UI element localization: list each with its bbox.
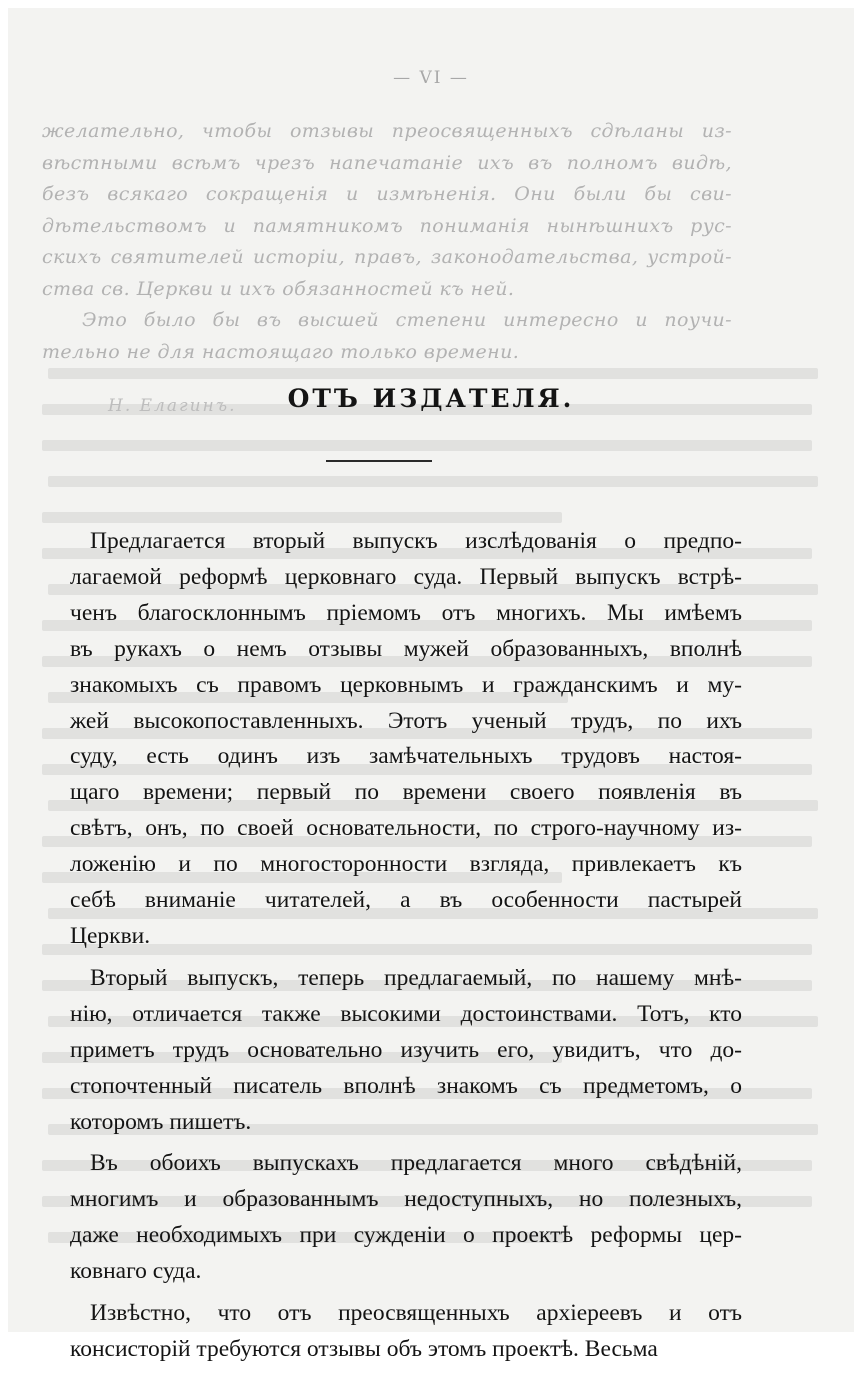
page-number: — VI — [393,68,469,88]
text-line: жей высокопоставленныхъ. Этотъ ученый трудъ, по ихъ [70,707,742,734]
text-line: ковнаго суда. [70,1258,202,1285]
text-line: Вторый выпускъ, теперь предлагаемый, по нашему мнѣ- [90,964,742,991]
book-page [8,8,854,1362]
text-line: Извѣстно, что отъ преосвященныхъ архіереевъ и отъ [90,1300,742,1327]
reverse-line: безъ всякаго сокращенія и измѣненія. Они были бы сви- [42,183,732,205]
body-text [70,524,742,1374]
text-line: суду, есть одинъ изъ замѣчательныхъ трудовъ настоя- [70,743,742,770]
text-line: которомъ пишетъ. [70,1108,252,1135]
text-line: въ рукахъ о немъ отзывы мужей образованныхъ, вполнѣ [70,635,742,662]
text-line: стопочтенный писатель вполнѣ знакомъ съ предметомъ, о [70,1072,742,1099]
text-line: многимъ и образованнымъ недоступныхъ, но полезныхъ, [70,1186,742,1213]
text-line: нію, отличается также высокими достоинствами. Тотъ, кто [70,1000,742,1027]
text-line: щаго времени; первый по времени своего появленія въ [70,779,742,806]
text-line: себѣ вниманіе читателей, а въ особенности пастырей [70,887,742,914]
heading-rule [326,460,432,462]
text-line: свѣтъ, онъ, по своей основательности, по строго-научному из- [70,815,742,842]
reverse-line: Это было бы въ высшей степени интересно и поучи- [82,309,732,331]
text-line: даже необходимыхъ при сужденіи о проектѣ реформы цер- [70,1222,742,1249]
text-line: консисторій требуются отзывы объ этомъ проектѣ. Весьма [70,1335,658,1362]
section-heading: ОТЪ ИЗДАТЕЛЯ. [287,384,575,413]
text-line: ложенію и по многосторонности взгляда, привлекаетъ къ [70,851,742,878]
text-line: лагаемой реформѣ церковнаго суда. Первый выпускъ встрѣ- [70,563,742,590]
reverse-line: желательно, чтобы отзывы преосвященныхъ сдѣланы из- [42,120,732,142]
reverse-line: дѣтельствомъ и памятникомъ пониманія нынѣшнихъ рус- [42,214,732,237]
text-line: Въ обоихъ выпускахъ предлагается много свѣдѣній, [90,1150,742,1177]
text-line: ченъ благосклоннымъ пріемомъ отъ многихъ. Мы имѣемъ [70,599,742,626]
reverse-line: скихъ святителей исторіи, правъ, законодательства, устрой- [42,246,732,268]
reverse-signature: Н. Елагинъ. [108,396,237,416]
reverse-line: ства св. Церкви и ихъ обязанностей къ ней. [42,277,515,300]
paragraph [70,1296,742,1368]
text-line: Церкви. [70,922,151,949]
bleed-band [48,476,818,487]
paragraph [70,524,742,955]
paragraph [70,961,742,1141]
text-line: знакомыхъ съ правомъ церковнымъ и гражданскимъ и му- [70,671,742,698]
paragraph [70,1146,742,1290]
reverse-line: вѣстными всѣмъ чрезъ напечатаніе ихъ въ полномъ видѣ, [42,151,732,174]
text-line: Предлагается вторый выпускъ изслѣдованія о предпо- [90,528,742,554]
bleed-band [48,368,818,379]
bleed-band [42,512,562,523]
reverse-line: тельно не для настоящаго только времени. [42,340,520,363]
bleed-band [42,440,812,451]
reverse-side-text [42,116,732,368]
text-line: приметъ трудъ основательно изучить его, увидитъ, что до- [70,1036,742,1063]
